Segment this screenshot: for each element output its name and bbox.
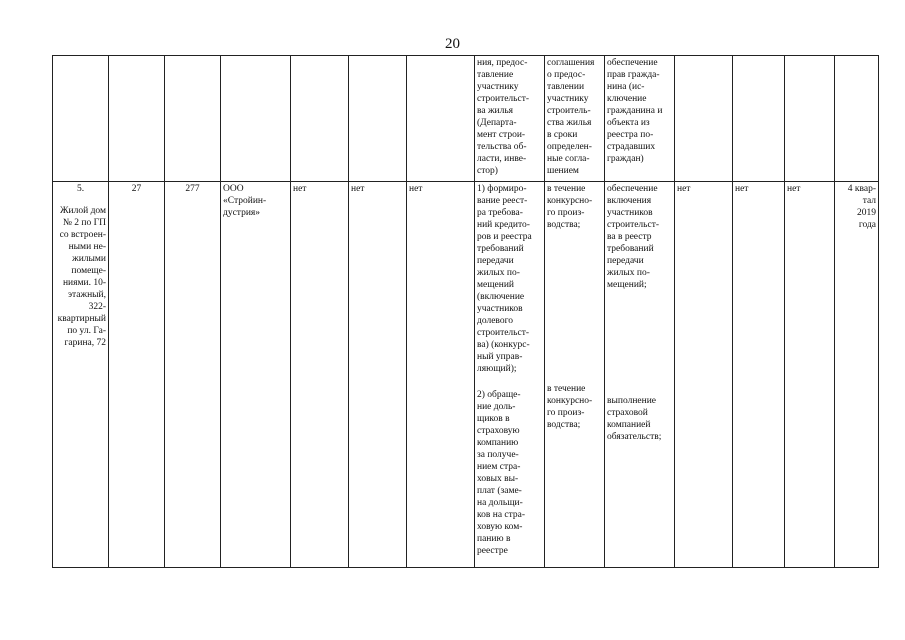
cell-empty [835,56,879,182]
cell-results [605,182,675,568]
cell-developer: ООО «Стройин- дустрия» [221,182,291,568]
cell-col11: нет [675,182,733,568]
cell-empty [407,56,475,182]
cell-col2: 27 [109,182,165,568]
page-number: 20 [445,36,460,52]
cell-empty [733,56,785,182]
result-2: выполнение страховой компанией обязательств; [607,396,662,442]
row-number: 5. [76,184,85,194]
cell-terms-continued: соглашения о предос- тавлении участнику строитель- ства жилья в сроки определен- ные согла- шением [545,56,605,182]
cell-col12: нет [733,182,785,568]
cell-empty [109,56,165,182]
object-row [53,182,879,568]
cell-terms [545,182,605,568]
term-1: в течение конкурсно- го произ- водства; [547,184,593,230]
cell-empty [349,56,407,182]
cell-deadline: 4 квар- тал 2019 года [835,182,879,568]
cell-col5: нет [291,182,349,568]
cell-empty [785,56,835,182]
cell-result-continued: обеспечение прав гражда- нина (ис- ключение гражданина и объекта из реестра по- страдавших граждан) [605,56,675,182]
cell-empty [53,56,109,182]
cell-empty [165,56,221,182]
cell-col6: нет [349,182,407,568]
result-1: обеспечение включения участников строительст- ва в реестр требований передачи жилых по- мещений; [607,184,660,290]
cell-measures [475,182,545,568]
cell-empty [221,56,291,182]
cell-object [53,182,109,568]
object-description: Жилой дом № 2 по ГП со встроен- ными не- жилыми помеще- ниями. 10- этажный, 322- квартирный по ул. Га- гарина, 72 [57,206,106,348]
cell-empty [675,56,733,182]
term-2: в течение конкурсно- го произ- водства; [547,384,593,430]
measure-2: 2) обраще- ние доль- щиков в страховую компанию за получе- нием стра- ховых вы- плат (заме- на дольщи- ков на стра- ховую ком- панию в реестре [477,390,526,556]
continued-row [53,56,879,182]
measure-1: 1) формиро- вание реест- ра требова- ний кредито- ров и реестра требований передачи жилых по- мещений (включение участников долевого строительст- ва) (конкурс- ный управ- ляющий); [477,184,532,374]
cell-col3: 277 [165,182,221,568]
cell-col13: нет [785,182,835,568]
program-table [52,55,879,568]
cell-empty [291,56,349,182]
cell-col7: нет [407,182,475,568]
cell-measures-continued: ния, предос- тавление участнику строительст- ва жилья (Департа- мент строи- тельства об- ласти, инве- стор) [475,56,545,182]
